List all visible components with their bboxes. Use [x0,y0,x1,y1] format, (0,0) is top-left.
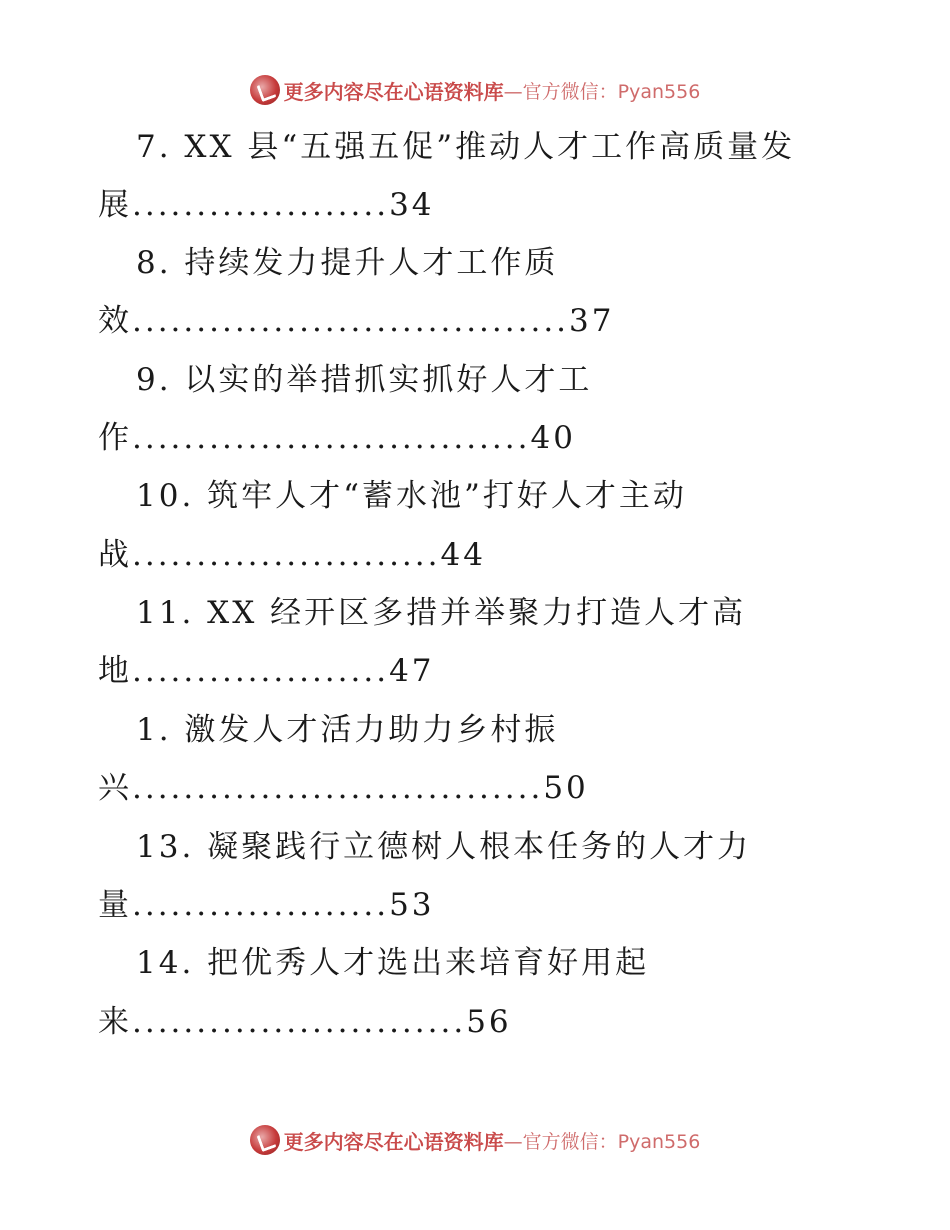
toc-entry-11-title[interactable]: 11. XX 经开区多措并举聚力打造人才高 [136,595,747,631]
header-banner-title: 更多内容尽在心语资料库 [283,79,504,104]
toc-entry-8-leader[interactable]: 效..................................37 [98,303,615,339]
toc-entry-7-title[interactable]: 7. XX 县“五强五促”推动人才工作高质量发 [136,129,796,165]
footer-banner [0,1122,950,1158]
toc-entry-11-leader[interactable]: 地....................47 [98,653,435,689]
header-banner-wechat: —官方微信：Pyan556 [503,80,701,103]
toc-entry-10-title[interactable]: 10. 筑牢人才“蓄水池”打好人才主动 [136,478,687,514]
toc-entry-12-title[interactable]: 1. 激发人才活力助力乡村振 [136,712,559,748]
toc-entry-9-leader[interactable]: 作...............................40 [98,420,576,456]
toc-entry-7-leader[interactable]: 展....................34 [98,187,435,223]
header-banner [0,72,950,108]
pen-logo-icon [250,75,280,105]
toc-entry-12-leader[interactable]: 兴................................50 [98,770,589,806]
toc-entry-13-title[interactable]: 13. 凝聚践行立德树人根本任务的人才力 [136,829,752,865]
toc-entry-8-title[interactable]: 8. 持续发力提升人才工作质 [136,245,559,281]
toc-entry-9-title[interactable]: 9. 以实的举措抓实抓好人才工 [136,362,593,398]
footer-banner-title: 更多内容尽在心语资料库 [283,1129,504,1154]
toc-entry-14-title[interactable]: 14. 把优秀人才选出来培育好用起 [136,945,650,981]
toc-entry-10-leader[interactable]: 战........................44 [98,537,486,573]
footer-banner-wechat: —官方微信：Pyan556 [503,1130,701,1153]
toc-entry-13-leader[interactable]: 量....................53 [98,887,435,923]
pen-logo-icon [250,1125,280,1155]
toc-entry-14-leader[interactable]: 来..........................56 [98,1004,512,1040]
